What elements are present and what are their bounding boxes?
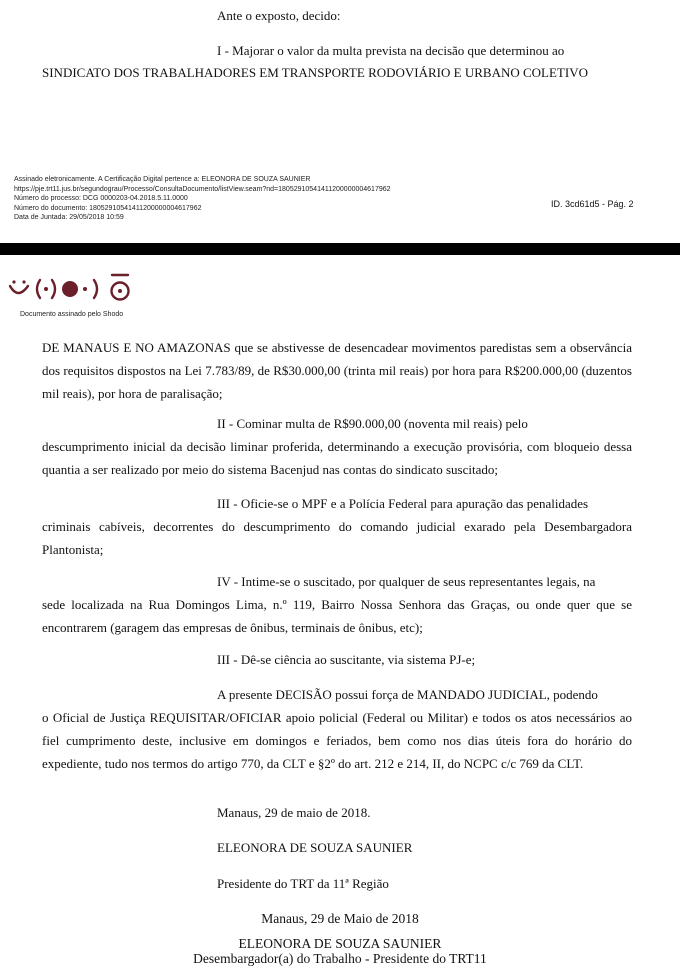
shodo-caption: Documento assinado pelo Shodo	[20, 311, 124, 318]
signer-role: Presidente do TRT da 11ª Região	[217, 876, 389, 891]
process-number: Número do processo: DCG 0000203-04.2018.5.11.0000	[14, 195, 188, 202]
intro-text: Ante o exposto, decido:	[217, 8, 341, 23]
paragraph-6-rest: o Oficial de Justiça REQUISITAR/OFICIAR apoio policial (Federal ou Militar) e todos os atos necessários ao fiel cumprimento deste, inclusive em domingos e feriados, bem como nos dias úteis fora do horário do expediente, tudo nos termos do artigo 770, da CLT e §2º do art. 212 e 214, II, do NCPC c/c 769 da CLT.	[42, 710, 632, 771]
juntada-date: Data de Juntada: 29/05/2018 10:59	[14, 214, 124, 221]
signature-footer	[14, 175, 574, 223]
paragraph-2-rest: descumprimento inicial da decisão liminar proferida, determinando a execução provisória, com bloqueio dessa quantia a ser realizado por meio do sistema Bacenjud nas contas do sindicato suscitado;	[42, 439, 632, 477]
paragraph-2-first: II - Cominar multa de R$90.000,00 (noventa mil reais) pelo	[217, 416, 528, 431]
signature-name: ELEONORA DE SOUZA SAUNIER	[238, 936, 442, 951]
paragraph-3-first: III - Oficie-se o MPF e a Polícia Federal para apuração das penalidades	[217, 496, 589, 511]
paragraph-1: DE MANAUS E NO AMAZONAS que se abstivesse de desencadear movimentos paredistas sem a observância dos requisitos dispostos na Lei 7.783/89, de R$30.000,00 (trinta mil reais) por hora para R$200.000,00 (duzentos mil reais), por hora de paralisação;	[42, 340, 632, 401]
paragraph-4-rest: sede localizada na Rua Domingos Lima, n.º 119, Bairro Nossa Senhora das Graças, ou onde quer que se encontrarem (garagem das empresas de ônibus, terminais de ônibus, etc);	[42, 597, 632, 635]
signed-by: Assinado eletronicamente. A Certificação Digital pertence a: ELEONORA DE SOUZA SAUNIER	[14, 176, 311, 183]
signer-name: ELEONORA DE SOUZA SAUNIER	[217, 840, 413, 855]
signature-role: Desembargador(a) do Trabalho - Presidente do TRT11	[193, 951, 487, 966]
document-url[interactable]: https://pje.trt11.jus.br/segundograu/Processo/ConsultaDocumento/listView.seam?nd=18052910541411200000004617962	[14, 185, 391, 193]
item1-line1: I - Majorar o valor da multa prevista na decisão que determinou ao	[217, 43, 565, 58]
page-id: ID. 3cd61d5 - Pág. 2	[551, 199, 634, 209]
decision-date: Manaus, 29 de maio de 2018.	[217, 805, 371, 820]
signature-date: Manaus, 29 de Maio de 2018	[261, 911, 419, 926]
paragraph-5: III - Dê-se ciência ao suscitante, via sistema PJ-e;	[217, 652, 476, 667]
paragraph-3-rest: criminais cabíveis, decorrentes do descumprimento do comando judicial exarado pela Desembargadora Plantonista;	[42, 519, 632, 557]
paragraph-4-first: IV - Intime-se o suscitado, por qualquer de seus representantes legais, na	[217, 574, 596, 589]
paragraph-6-first: A presente DECISÃO possui força de MANDADO JUDICIAL, podendo	[217, 687, 598, 702]
page-divider	[0, 243, 680, 255]
document-number: Número do documento: 18052910541411200000004617962	[14, 204, 202, 212]
item1-line2: SINDICATO DOS TRABALHADORES EM TRANSPORTE RODOVIÁRIO E URBANO COLETIVO	[42, 65, 588, 80]
shodo-logo-icon	[6, 272, 156, 306]
